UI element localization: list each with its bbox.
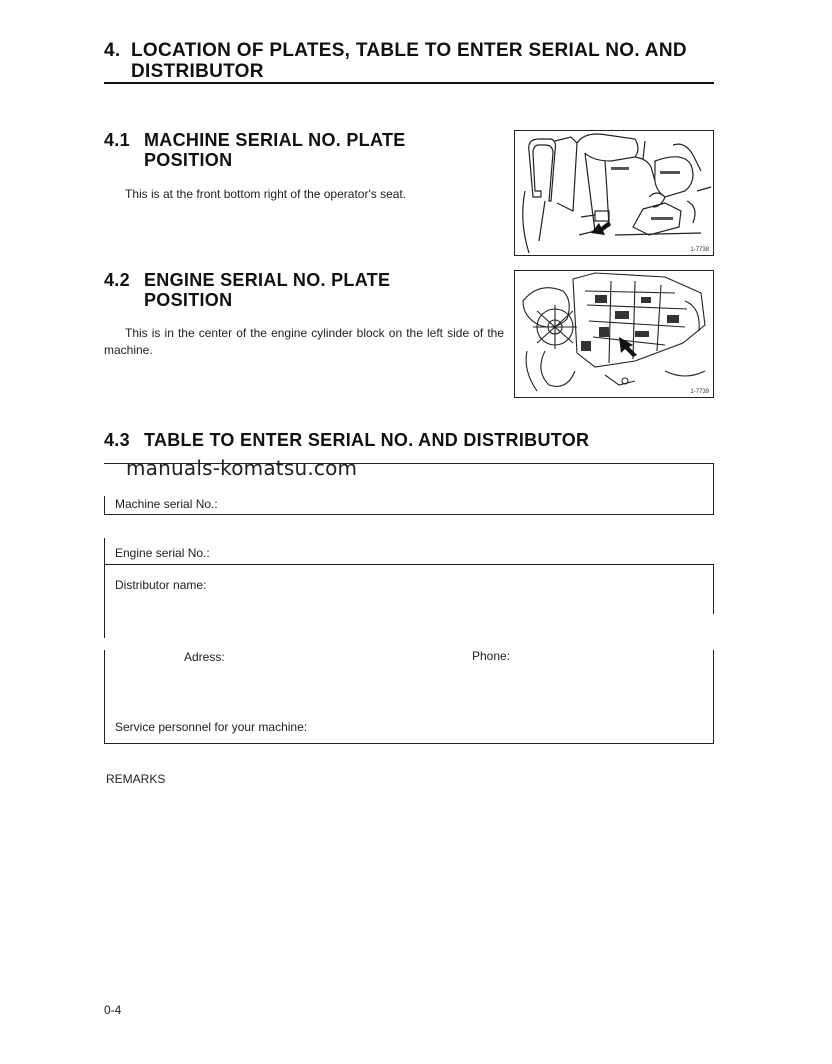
section-4-3-heading <box>104 430 724 450</box>
address-label: Adress: <box>184 650 225 664</box>
figure-code-2: 1-7739 <box>690 389 709 395</box>
table-right-border-mid <box>713 564 714 614</box>
table-left-border-top <box>104 496 105 514</box>
section-4-2-heading <box>104 270 504 310</box>
remarks-label: REMARKS <box>106 772 166 786</box>
section-4-number: 4. <box>104 40 121 61</box>
section-4-3-title: TABLE TO ENTER SERIAL NO. AND DISTRIBUTOR <box>144 430 590 450</box>
engine-serial-rule <box>104 564 714 565</box>
table-right-border-top <box>713 463 714 515</box>
phone-label: Phone: <box>472 649 511 663</box>
machine-serial-label: Machine serial No.: <box>115 497 218 511</box>
section-4-2-title-line1: ENGINE SERIAL NO. PLATE <box>144 270 391 290</box>
section-4-3-number: 4.3 <box>104 430 130 450</box>
figure-code-1: 1-7738 <box>690 247 709 253</box>
engine-plate-figure <box>514 270 714 398</box>
watermark: manuals-komatsu.com <box>126 456 358 480</box>
engine-block-illustration-icon <box>515 271 713 397</box>
engine-serial-label: Engine serial No.: <box>115 546 210 560</box>
section-4-title-line2: DISTRIBUTOR <box>131 61 264 82</box>
table-bottom-border <box>104 743 714 744</box>
section-4-1-title-line1: MACHINE SERIAL NO. PLATE <box>144 130 406 150</box>
machine-serial-rule <box>104 514 714 515</box>
table-right-border-bottom <box>713 650 714 744</box>
section-4-1-text: This is at the front bottom right of the operator's seat. <box>125 187 407 201</box>
section-4-heading <box>104 40 716 82</box>
section-4-2-number: 4.2 <box>104 270 130 290</box>
table-left-border-mid1 <box>104 538 105 564</box>
section-4-1-number: 4.1 <box>104 130 130 150</box>
page-number: 0-4 <box>104 1003 122 1017</box>
section-4-2-title-line2: POSITION <box>144 290 233 310</box>
machine-plate-figure <box>514 130 714 256</box>
section-4-title-line1: LOCATION OF PLATES, TABLE TO ENTER SERIAL NO. AND <box>131 40 687 61</box>
distributor-name-label: Distributor name: <box>115 578 207 592</box>
table-left-border-bottom <box>104 650 105 744</box>
table-left-border-mid2 <box>104 564 105 638</box>
section-4-1-title-line2: POSITION <box>144 150 233 170</box>
machine-seat-illustration-icon <box>515 131 713 255</box>
heading-rule <box>104 82 714 84</box>
service-personnel-label: Service personnel for your machine: <box>115 720 308 734</box>
section-4-2-text: This is in the center of the engine cylinder block on the left side of the machine. <box>104 326 504 357</box>
section-4-1-heading <box>104 130 504 170</box>
